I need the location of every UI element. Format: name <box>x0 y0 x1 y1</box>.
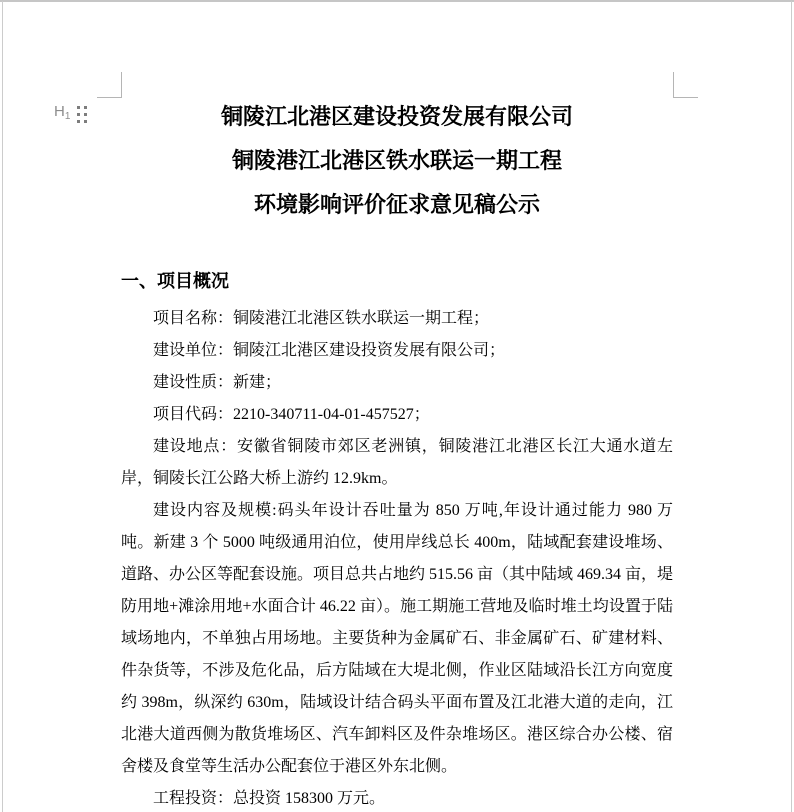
paragraph-project-investment[interactable]: 工程投资：总投资 158300 万元。 <box>153 790 386 807</box>
drag-handle-dot <box>77 113 80 116</box>
document-title-line-1[interactable]: 铜陵江北港区建设投资发展有限公司 <box>220 104 573 129</box>
document-title <box>121 0 673 227</box>
drag-handle-dot <box>77 120 80 123</box>
paragraph-project-name[interactable]: 项目名称：铜陵港江北港区铁水联运一期工程； <box>153 310 490 327</box>
drag-handle-dot <box>84 106 87 109</box>
heading-level-badge[interactable] <box>54 103 70 126</box>
drag-handle-icon[interactable] <box>77 106 87 123</box>
heading-level-badge-letter: H <box>54 103 65 120</box>
paragraph-construction-site[interactable]: 建设地点：安徽省铜陵市郊区老洲镇，铜陵港江北港区长江大通水道左岸，铜陵长江公路大桥上游约 12.9km。 <box>121 438 673 487</box>
drag-handle-dot <box>77 106 80 109</box>
paragraph-construction-nature[interactable]: 建设性质：新建； <box>153 374 282 391</box>
paragraph-construction-scale[interactable]: 建设内容及规模:码头年设计吞吐量为 850 万吨,年设计通过能力 980 万吨。新建 3 个 5000 吨级通用泊位，使用岸线总长 400m，陆域配套建设堆场、道路、办公区等配套设施。项目总共占地约 515.56 亩（其中陆域 469.34 亩，堤防用地+滩涂用地+水面合计 46.22 亩）。施工期施工营地及临时堆土均设置于陆域场地内，不单独占用场地。主要货种为金属矿石、非金属矿石、矿建材料、件杂货等，不涉及危化品，后方陆域在大堤北侧，作业区陆域沿长江方向宽度约 398m，纵深约 630m，陆域设计结合码头平面布置及江北港大道的走向，江北港大道西侧为散货堆场区、汽车卸料区及件杂堆场区。港区综合办公楼、宿舍楼及食堂等生活办公配套位于港区外东北侧。 <box>121 502 674 775</box>
heading-level-badge-number: 1 <box>64 111 71 122</box>
drag-handle-dot <box>84 113 87 116</box>
section-body <box>121 303 673 812</box>
document-title-line-3[interactable]: 环境影响评价征求意见稿公示 <box>253 192 540 217</box>
page-border-right <box>791 1 792 812</box>
margin-crop-mark-right-icon <box>673 72 698 98</box>
paragraph-construction-unit[interactable]: 建设单位：铜陵江北港区建设投资发展有限公司； <box>153 342 506 359</box>
page-border-left <box>2 1 3 812</box>
margin-crop-mark-left-icon <box>97 72 122 98</box>
paragraph-project-code[interactable]: 项目代码：2210-340711-04-01-457527； <box>153 406 430 423</box>
document-text-area <box>121 0 673 812</box>
drag-handle-dot <box>84 120 87 123</box>
heading-block-handle[interactable] <box>54 103 87 126</box>
section-heading[interactable]: 一、项目概况 <box>121 271 229 291</box>
document-title-line-2[interactable]: 铜陵港江北港区铁水联运一期工程 <box>231 148 562 173</box>
